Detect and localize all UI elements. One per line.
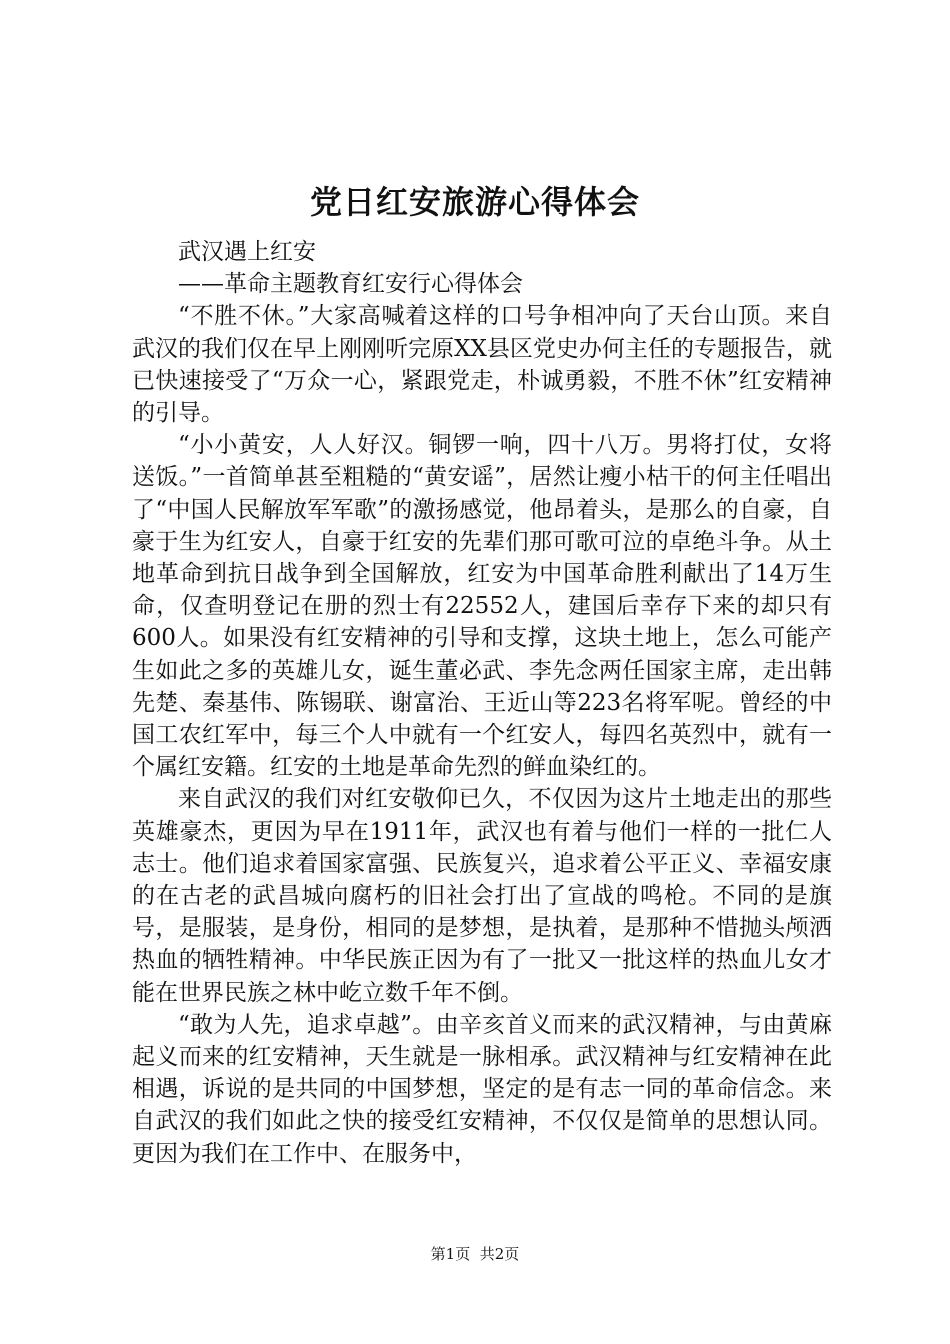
document-body: [132, 236, 832, 1170]
page-total: 共2页: [479, 1245, 520, 1263]
paragraph: “不胜不休。”大家高喊着这样的口号争相冲向了天台山顶。来自武汉的我们仅在早上刚刚听完原XX县区党史办何主任的专题报告，就已快速接受了“万众一心，紧跟党走，朴诚勇毅，不胜不休”红安精神的引导。: [132, 303, 832, 427]
paragraph: “敢为人先，追求卓越”。由辛亥首义而来的武汉精神，与由黄麻起义而来的红安精神，天生就是一脉相承。武汉精神与红安精神在此相遇，诉说的是共同的中国梦想，坚定的是有志一同的革命信念。来自武汉的我们如此之快的接受红安精神，不仅仅是简单的思想认同。更因为我们在工作中、在服务中，: [132, 1011, 832, 1167]
subtitle-line: 武汉遇上红安: [178, 239, 316, 265]
paragraph: “小小黄安，人人好汉。铜锣一响，四十八万。男将打仗，女将送饭。”一首简单甚至粗糙的“黄安谣”，居然让瘦小枯干的何主任唱出了“中国人民解放军军歌”的激扬感觉，他昂着头，是那么的自豪，自豪于生为红安人，自豪于红安的先辈们那可歌可泣的卓绝斗争。从土地革命到抗日战争到全国解放，红安为中国革命胜利献出了14万生命，仅查明登记在册的烈士有22552人，建国后幸存下来的却只有600人。如果没有红安精神的引导和支撑，这块土地上，怎么可能产生如此之多的英雄儿女，诞生董必武、李先念两任国家主席，走出韩先楚、秦基伟、陈锡联、谢富治、王近山等223名将军呢。曾经的中国工农红军中，每三个人中就有一个红安人，每四名英烈中，就有一个属红安籍。红安的土地是革命先烈的鲜血染红的。: [132, 432, 832, 781]
page-title: 党日红安旅游心得体会: [309, 183, 640, 221]
paragraph: 来自武汉的我们对红安敬仰已久，不仅因为这片土地走出的那些英雄豪杰，更因为早在1911年，武汉也有着与他们一样的一批仁人志士。他们追求着国家富强、民族复兴，追求着公平正义、幸福安康的在古老的武昌城向腐朽的旧社会打出了宣战的鸣枪。不同的是旗号，是服装，是身份，相同的是梦想，是执着，是那种不惜抛头颅洒热血的牺牲精神。中华民族正因为有了一批又一批这样的热血儿女才能在世界民族之林中屹立数千年不倒。: [132, 786, 832, 1006]
page-footer: [0, 1244, 950, 1264]
page-number: 第1页: [430, 1245, 471, 1263]
subtitle-line: ——革命主题教育红安行心得体会: [178, 271, 523, 298]
